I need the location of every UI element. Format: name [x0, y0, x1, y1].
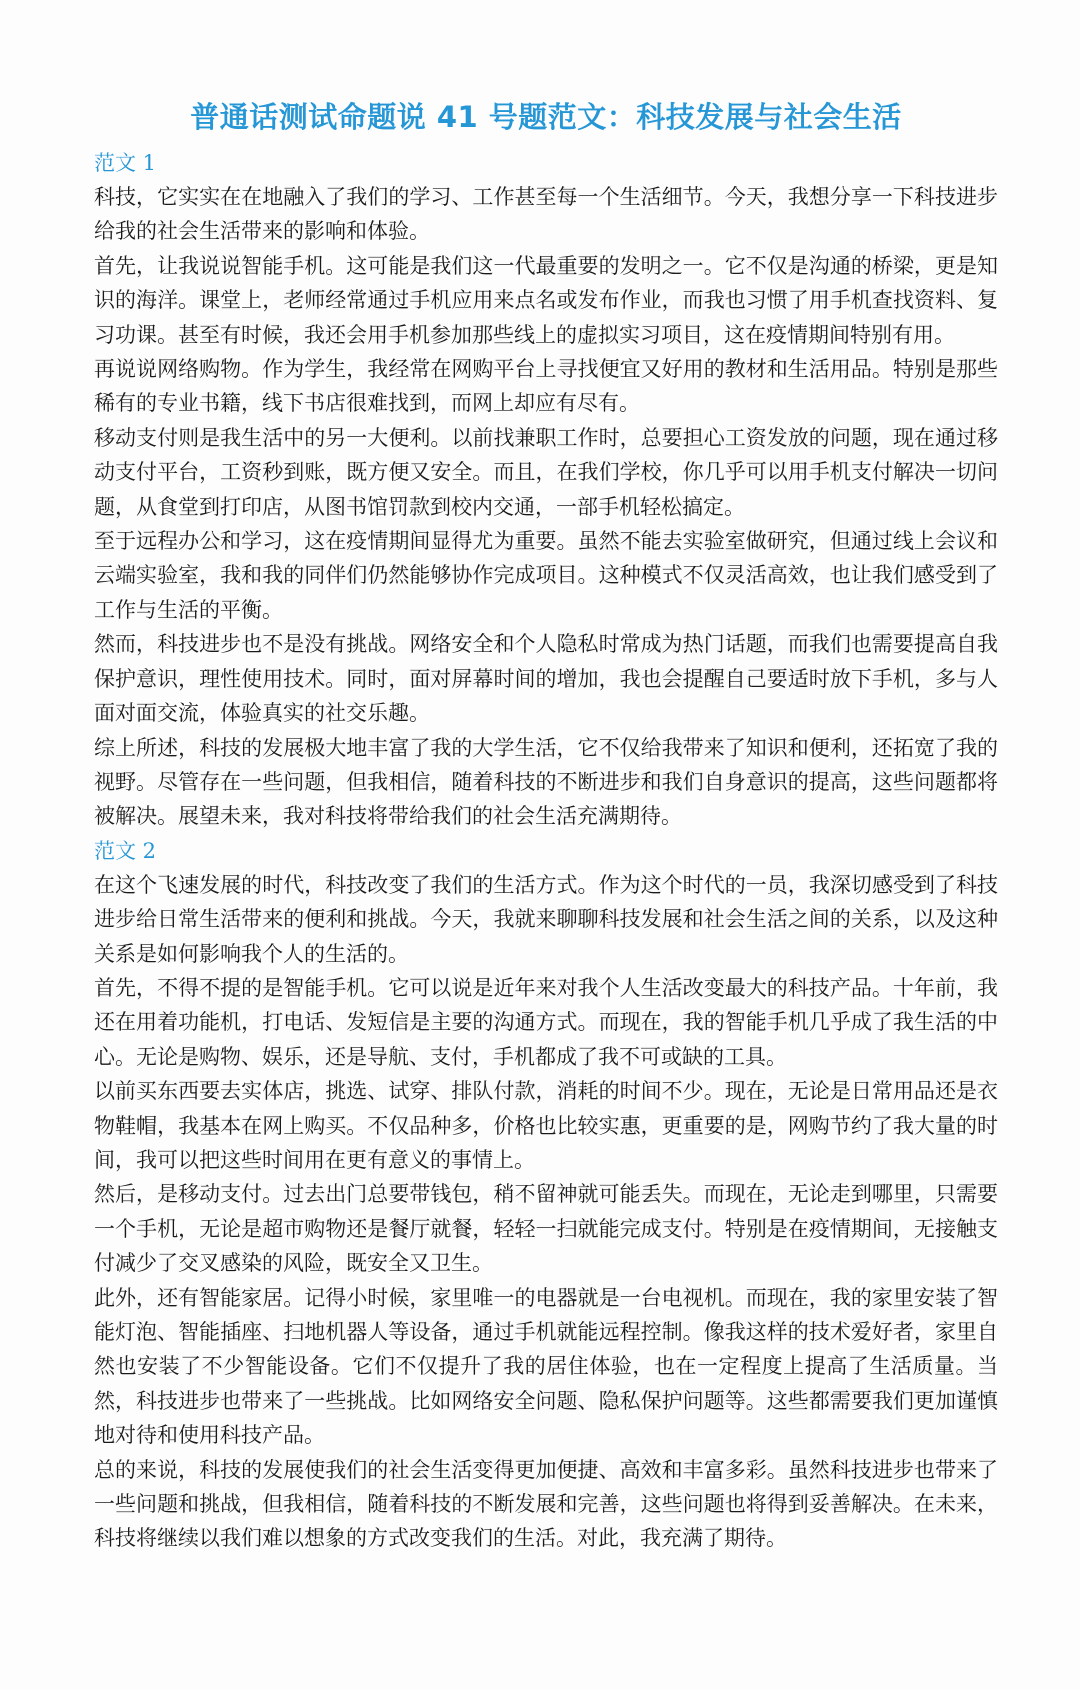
essay-2-paragraph-5: 此外，还有智能家居。记得小时候，家里唯一的电器就是一台电视机。而现在，我的家里安装了智能灯泡、智能插座、扫地机器人等设备，通过手机就能远程控制。像我这样的技术爱好者，家里自然也安装了不少智能设备。它们不仅提升了我的居住体验，也在一定程度上提高了生活质量。当然，科技进步也带来了一些挑战。比如网络安全问题、隐私保护问题等。这些都需要我们更加谨慎地对待和使用科技产品。	[94, 1285, 998, 1448]
essay-2	[94, 834, 998, 1556]
page-title: 普通话测试命题说 41 号题范文：科技发展与社会生活	[190, 100, 902, 134]
essay-1-paragraph-6: 然而，科技进步也不是没有挑战。网络安全和个人隐私时常成为热门话题，而我们也需要提高自我保护意识，理性使用技术。同时，面对屏幕时间的增加，我也会提醒自己要适时放下手机，多与人面对面交流，体验真实的社交乐趣。	[94, 632, 998, 726]
essay-2-paragraph-2: 首先，不得不提的是智能手机。它可以说是近年来对我个人生活改变最大的科技产品。十年前，我还在用着功能机，打电话、发短信是主要的沟通方式。而现在，我的智能手机几乎成了我生活的中心。无论是购物、娱乐，还是导航、支付，手机都成了我不可或缺的工具。	[94, 975, 998, 1069]
essay-1-label: 范文 1	[94, 151, 157, 175]
essay-2-paragraph-4: 然后，是移动支付。过去出门总要带钱包，稍不留神就可能丢失。而现在，无论走到哪里，只需要一个手机，无论是超市购物还是餐厅就餐，轻轻一扫就能完成支付。特别是在疫情期间，无接触支付减少了交叉感染的风险，既安全又卫生。	[94, 1182, 998, 1276]
essay-1-paragraph-3: 再说说网络购物。作为学生，我经常在网购平台上寻找便宜又好用的教材和生活用品。特别是那些稀有的专业书籍，线下书店很难找到，而网上却应有尽有。	[94, 357, 998, 416]
essay-2-paragraph-3: 以前买东西要去实体店，挑选、试穿、排队付款，消耗的时间不少。现在，无论是日常用品还是衣物鞋帽，我基本在网上购买。不仅品种多，价格也比较实惠，更重要的是，网购节约了我大量的时间，我可以把这些时间用在更有意义的事情上。	[94, 1079, 998, 1172]
essay-2-paragraph-1: 在这个飞速发展的时代，科技改变了我们的生活方式。作为这个时代的一员，我深切感受到了科技进步给日常生活带来的便利和挑战。今天，我就来聊聊科技发展和社会生活之间的关系，以及这种关系是如何影响我个人的生活的。	[94, 872, 998, 966]
essay-1-paragraph-7: 综上所述，科技的发展极大地丰富了我的大学生活，它不仅给我带来了知识和便利，还拓宽了我的视野。尽管存在一些问题，但我相信，随着科技的不断进步和我们自身意识的提高，这些问题都将被解决。展望未来，我对科技将带给我们的社会生活充满期待。	[94, 735, 998, 829]
essay-2-paragraph-6: 总的来说，科技的发展使我们的社会生活变得更加便捷、高效和丰富多彩。虽然科技进步也带来了一些问题和挑战，但我相信，随着科技的不断发展和完善，这些问题也将得到妥善解决。在未来，科技将继续以我们难以想象的方式改变我们的生活。对此，我充满了期待。	[94, 1457, 998, 1551]
essay-1-paragraph-5: 至于远程办公和学习，这在疫情期间显得尤为重要。虽然不能去实验室做研究，但通过线上会议和云端实验室，我和我的同伴们仍然能够协作完成项目。这种模式不仅灵活高效，也让我们感受到了工作与生活的平衡。	[94, 529, 998, 622]
essay-1-paragraph-1: 科技，它实实在在地融入了我们的学习、工作甚至每一个生活细节。今天，我想分享一下科技进步给我的社会生活带来的影响和体验。	[94, 185, 998, 244]
essay-1-paragraph-2: 首先，让我说说智能手机。这可能是我们这一代最重要的发明之一。它不仅是沟通的桥梁，更是知识的海洋。课堂上，老师经常通过手机应用来点名或发布作业，而我也习惯了用手机查找资料、复习功课。甚至有时候，我还会用手机参加那些线上的虚拟实习项目，这在疫情期间特别有用。	[94, 253, 998, 347]
essay-1-paragraph-4: 移动支付则是我生活中的另一大便利。以前找兼职工作时，总要担心工资发放的问题，现在通过移动支付平台，工资秒到账，既方便又安全。而且，在我们学校，你几乎可以用手机支付解决一切问题，从食堂到打印店，从图书馆罚款到校内交通，一部手机轻松搞定。	[94, 425, 998, 519]
essay-2-label: 范文 2	[94, 838, 157, 863]
essay-1	[94, 146, 998, 834]
